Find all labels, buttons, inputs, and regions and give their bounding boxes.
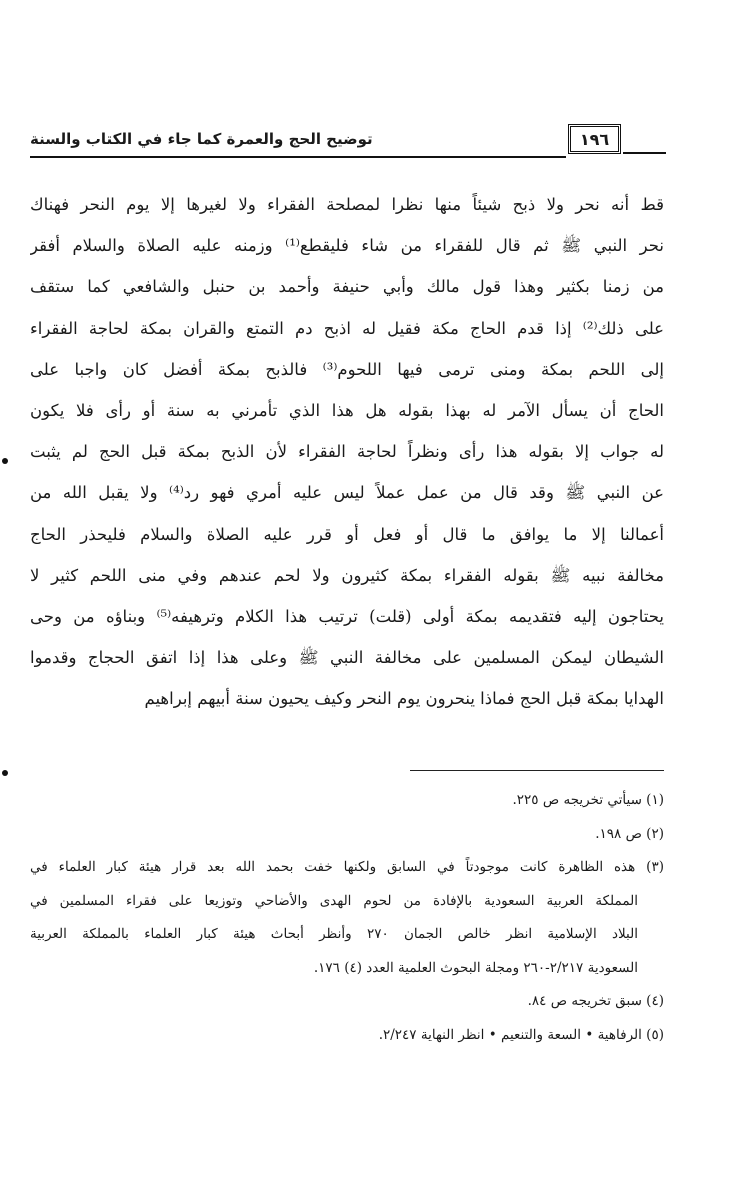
text-line: الهدايا بمكة قبل الحج فماذا ينحرون يوم النحر وكيف يحيون سنة أبيهم إبراهيم	[144, 689, 664, 709]
text-line: الحاج أن يسأل الآمر له بهذا بقوله هل هذا الذي تأمرني به سنة أو رأى فلا يكون	[30, 400, 664, 420]
footnote-5: (٥) الرفاهية • السعة والتنعيم • انظر النهاية ٢/٢٤٧.	[378, 1026, 664, 1043]
footnote-2: (٢) ص ١٩٨.	[595, 825, 664, 842]
text-line: أعمالنا إلا ما يوافق ما قال أو فعل أو قرر عليه الصلاة والسلام فليحذر الحاج	[30, 524, 664, 544]
footnote-3: (٣) هذه الظاهرة كانت موجودتاً في السابق ولكنها خفت بحمد الله بعد قرار هيئة كبار العلماء في	[30, 859, 664, 875]
footnote-3-cont: المملكة العربية السعودية بالإفادة من لحوم الهدى والأضاحي وتوزيعا على فقراء المسلمين في	[30, 892, 638, 909]
scan-edge-mark	[2, 458, 8, 464]
text-line: إلى اللحم بمكة ومنى ترمى فيها اللحوم⁽³⁾ فالذبح بمكة أفضل كان واجبا على	[30, 359, 664, 379]
page-number: ١٩٦	[579, 129, 610, 149]
footnote-separator	[410, 770, 664, 771]
text-line: نحر النبي ﷺ ثم قال للفقراء من شاء فليقطع⁽¹⁾ وزمنه عليه الصلاة والسلام أفقر	[30, 236, 664, 256]
main-text	[30, 184, 664, 719]
footnote-4: (٤) سبق تخريجه ص ٨٤.	[527, 993, 664, 1009]
text-line: من زمنا بكثير وهذا قول مالك وأبي حنيفة وأحمد بن حنبل والشافعي كما ستقف	[30, 277, 664, 297]
scan-edge-mark	[2, 770, 8, 776]
footnote-3-cont: السعودية ٢/٢١٧-٢٦٠ ومجلة البحوث العلمية العدد (٤) ١٧٦.	[313, 959, 638, 976]
header-rule-right	[623, 152, 666, 154]
text-line: عن النبي ﷺ وقد قال من عمل عملاً ليس عليه أمري فهو رد⁽⁴⁾ ولا يقبل الله من	[30, 483, 664, 503]
text-line: الشيطان ليمكن المسلمين على مخالفة النبي ﷺ وعلى هذا إذا اتفق الحجاج وقدموا	[30, 648, 664, 668]
text-line: مخالفة نبيه ﷺ بقوله الفقراء بمكة كثيرون ولا لحم عندهم وفي منى اللحم كثير لا	[30, 565, 664, 585]
header-rule-left	[30, 156, 566, 158]
text-line: له جواب إلا بقوله هذا رأى ونظراً لحاجة الفقراء لأن الذبح بمكة قبل الحج لم يثبت	[30, 442, 664, 462]
running-title: توضيح الحج والعمرة كما جاء في الكتاب والسنة	[30, 130, 373, 148]
text-line: قط أنه نحر ولا ذبح شيئاً منها نظرا لمصلحة الفقراء ولا لغيرها إلا يوم النحر فهناك	[30, 195, 664, 214]
footnote-1: (١) سيأتي تخريجه ص ٢٢٥.	[512, 792, 664, 808]
page-header	[30, 118, 666, 160]
text-line: يحتاجون إليه فتقديمه بمكة أولى (قلت) ترتيب هذا الكلام وترهيفه⁽⁵⁾ وبناؤه من وحى	[30, 606, 664, 626]
text-line: على ذلك⁽²⁾ إذا قدم الحاج مكة فقيل له اذبح دم التمتع والقران بمكة لحاجة الفقراء	[30, 318, 664, 338]
page-number-box	[568, 124, 621, 154]
footnotes	[30, 784, 664, 1052]
footnote-3-cont: البلاد الإسلامية انظر خالص الجمان ٢٧٠ وأنظر أبحاث هيئة كبار العلماء بالمملكة العربية	[30, 926, 638, 942]
